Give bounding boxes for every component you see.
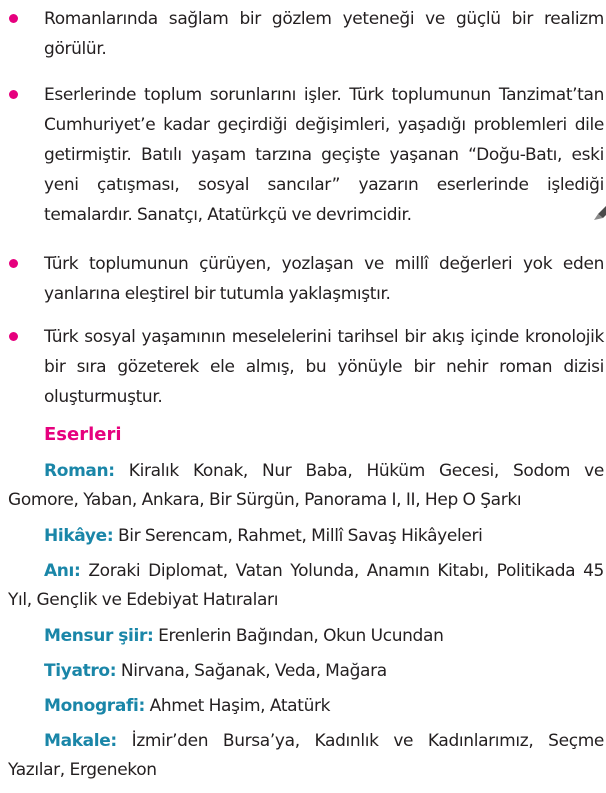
bullet-dot-icon: [9, 259, 18, 268]
work-label: Makale:: [44, 731, 117, 751]
work-makale: [8, 727, 604, 785]
work-label: Hikâye:: [44, 526, 114, 546]
bullet-text: Türk toplumunun çürüyen, yozlaşan ve millî değerleri yok eden yanlarına eleştirel bir tutumla yaklaşmıştır.: [44, 254, 604, 304]
work-ani: [8, 557, 604, 615]
work-roman: [8, 457, 604, 515]
bullet-text: Romanlarında sağlam bir gözlem yeteneği ve güçlü bir realizm görülür.: [44, 9, 604, 59]
bullet-dot-icon: [9, 332, 18, 341]
works-heading: Eserleri: [44, 424, 122, 445]
work-monografi: [8, 692, 604, 721]
bullet-dot-icon: [9, 90, 18, 99]
bullet-dot-icon: [9, 14, 18, 23]
work-label: Monografi:: [44, 696, 145, 716]
work-label: Roman:: [44, 461, 115, 481]
work-text: Ahmet Haşim, Atatürk: [149, 696, 331, 716]
work-hikaye: [8, 522, 604, 551]
work-text: Erenlerin Bağından, Okun Ucundan: [158, 626, 444, 646]
work-text: Nirvana, Sağanak, Veda, Mağara: [120, 661, 387, 681]
work-tiyatro: [8, 657, 604, 686]
work-text: Kiralık Konak, Nur Baba, Hüküm Gecesi, Sodom ve Gomore, Yaban, Ankara, Bir Sürgün, Panorama I, II, Hep O Şarkı: [8, 461, 604, 510]
work-label: Mensur şiir:: [44, 626, 154, 646]
work-text: İzmir’den Bursa’ya, Kadınlık ve Kadınlarımız, Seçme Yazılar, Ergenekon: [8, 731, 605, 780]
work-text: Bir Serencam, Rahmet, Millî Savaş Hikâyeleri: [117, 526, 483, 546]
bullet-text: Eserlerinde toplum sorunlarını işler. Türk toplumunun Tanzimat’tan Cumhuriyet’e kadar geçirdiği değişimleri, yaşadığı problemleri dile getirmiştir. Batılı yaşam tarzına geçişte yaşanan “Doğu-Batı, eski yeni çatışması, sosyal sancılar” yazarın eserlerinde işlediği temalardır. Sanatçı, Atatürkçü ve devrimcidir.: [44, 85, 604, 225]
work-text: Zoraki Diplomat, Vatan Yolunda, Anamın Kitabı, Politikada 45 Yıl, Gençlik ve Edebiyat Hatıraları: [8, 561, 604, 610]
pencil-icon: [594, 200, 606, 222]
work-mensur-siir: [8, 622, 604, 651]
work-label: Tiyatro:: [44, 661, 117, 681]
bullet-text: Türk sosyal yaşamının meselelerini tarihsel bir akış içinde kronolojik bir sıra gözeterek ele almış, bu yönüyle bir nehir roman dizisi oluşturmuştur.: [44, 327, 604, 407]
work-label: Anı:: [44, 561, 81, 581]
